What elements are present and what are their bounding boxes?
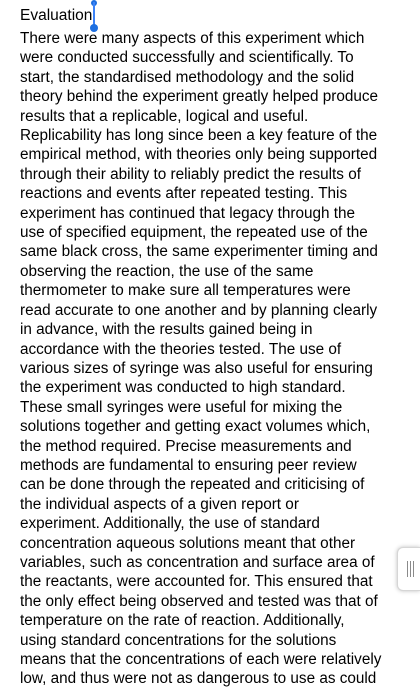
body-text-line: solutions together and getting exact volumes which, (20, 418, 371, 436)
document-body (20, 29, 400, 689)
body-text-line: can be done through the repeated and criticising of (20, 476, 365, 494)
body-text-line: means that the concentrations of each were relatively (20, 651, 382, 668)
body-text-line: read accurate to one another and by planning clearly (20, 301, 378, 319)
text-cursor-bar (93, 2, 95, 26)
body-text-line: concentration aqueous solutions meant that other (20, 534, 356, 552)
body-text-line: accordance with the theories tested. The use of (20, 340, 342, 358)
body-text-line: using standard concentrations for the solutions (20, 631, 337, 649)
body-text-line: the individual aspects of a given report or (20, 495, 299, 513)
text-selection-handle[interactable] (90, 0, 98, 30)
body-text-line: various sizes of syringe was also useful for ensuring (20, 359, 373, 377)
body-text-line: the reactants, were accounted for. This ensured that (20, 573, 373, 591)
body-text-line: were conducted successfully and scientifically. To (20, 49, 354, 67)
body-text-line: theory behind the experiment greatly helped produce (20, 88, 379, 106)
scroll-thumb[interactable] (397, 547, 420, 591)
body-text-line: experiment has continued that legacy through the (20, 204, 356, 222)
body-text-line: experiment. Additionally, the use of standard (20, 515, 320, 533)
document-heading: Evaluation (20, 7, 93, 24)
body-text-line: results that a replicable, logical and useful. (20, 107, 309, 125)
body-text-line: the experiment was conducted to high standard. (20, 379, 346, 397)
body-text-line: There were many aspects of this experiment which (20, 30, 365, 47)
body-text-line: observing the reaction, the use of the same (20, 262, 314, 280)
body-text-line: in advance, with the results gained being in (20, 321, 313, 339)
body-text-line: use of specified equipment, the repeated use of the (20, 224, 368, 242)
body-text-line: empirical method, with theories only being supported (20, 146, 378, 164)
body-text-line: thermometer to make sure all temperatures were (20, 282, 351, 300)
body-text-line: Replicability has long since been a key feature of the (20, 127, 378, 145)
body-text-line: low, and thus were not as dangerous to use as could (20, 670, 377, 688)
body-text-line: reactions and events after repeated testing. This (20, 185, 348, 203)
body-text-line: the only effect being observed and tested was that of (20, 592, 378, 610)
grip-lines-icon (406, 561, 415, 577)
body-text-line: same black cross, the same experimenter timing and (20, 243, 378, 261)
body-text-line: These small syringes were useful for mixing the (20, 398, 343, 416)
body-text-line: methods are fundamental to ensuring peer review (20, 456, 357, 474)
body-text-line: the method required. Precise measurements and (20, 437, 352, 455)
body-text-line: through their ability to reliably predict the results of (20, 165, 361, 183)
body-text-line: variables, such as concentration and surface area of (20, 553, 375, 571)
body-text-line: temperature on the rate of reaction. Additionally, (20, 612, 345, 630)
body-text-line: start, the standardised methodology and the solid (20, 68, 355, 86)
